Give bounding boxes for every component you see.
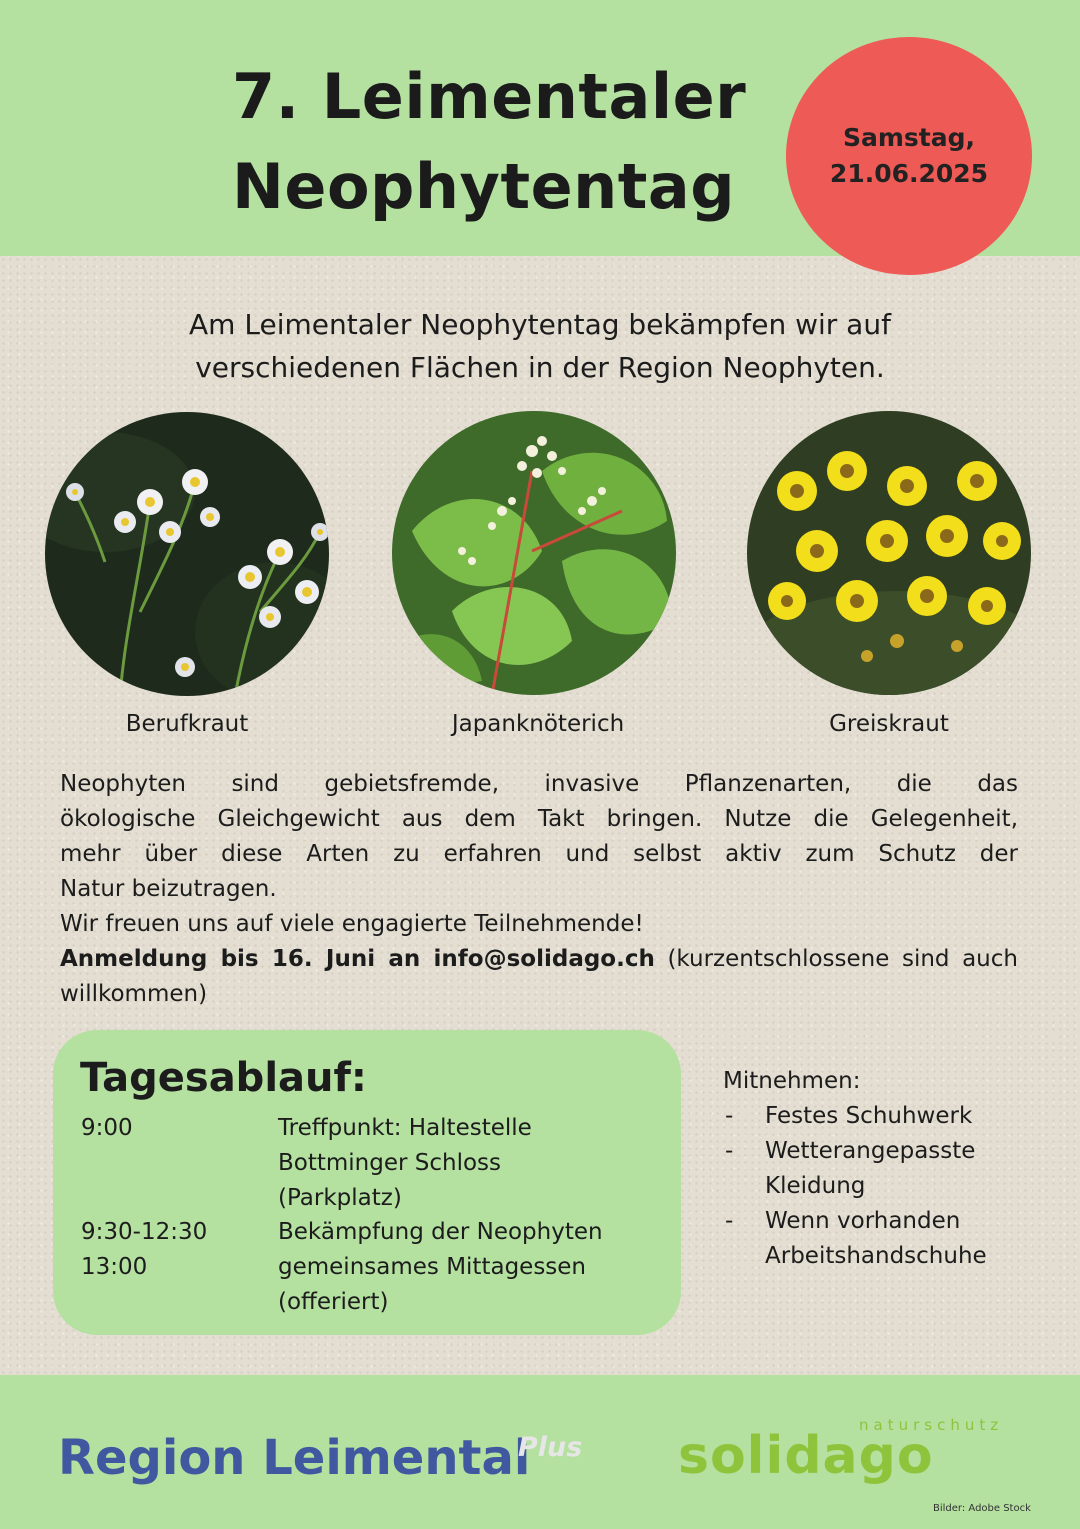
schedule-desc-line: (offeriert) — [278, 1289, 389, 1315]
schedule-desc — [278, 1215, 678, 1250]
registration-extra: (kurzentschlossene sind auch willkommen) — [60, 946, 1018, 1007]
plant-label-japanknöterich: Japanknöterich — [451, 711, 625, 737]
title-line-1: 7. Leimentaler — [232, 60, 747, 133]
region-leimental-logo: Region Leimental — [58, 1430, 531, 1486]
schedule-desc-line: gemeinsames Mittagessen — [278, 1254, 587, 1280]
solidago-logo: solidago — [678, 1426, 934, 1486]
schedule-desc-line: Bekämpfung der Neophyten — [278, 1219, 603, 1245]
packing-item — [723, 1099, 1043, 1134]
date-weekday: Samstag, — [842, 123, 976, 152]
date-badge — [786, 37, 1032, 275]
description-line-1: Neophyten sind gebietsfremde, invasive Pflanzenarten, die das — [60, 771, 1018, 797]
schedule-box — [53, 1030, 681, 1335]
schedule-time: 9:30-12:30 — [81, 1219, 208, 1245]
image-credit: Bilder: Adobe Stock — [933, 1503, 1031, 1514]
knotweed-leaves-photo — [392, 411, 676, 695]
description-line-4: Natur beizutragen. — [60, 876, 277, 902]
packing-item-line: Festes Schuhwerk — [765, 1103, 973, 1129]
schedule-desc — [278, 1250, 678, 1320]
description-line-2: ökologische Gleichgewicht aus dem Takt bringen. Nutze die Gelegenheit, — [60, 806, 1018, 832]
schedule-desc-line: Bottminger Schloss — [278, 1150, 502, 1176]
region-leimental-plus-logo: Plus — [518, 1432, 583, 1463]
registration-deadline: Anmeldung bis 16. Juni an info@solidago.ch — [60, 946, 655, 972]
packing-list-title: Mitnehmen: — [723, 1068, 861, 1094]
schedule-desc-line: Treffpunkt: Haltestelle — [278, 1115, 532, 1141]
description-text — [60, 767, 1018, 1012]
packing-item-line: Kleidung — [765, 1173, 866, 1199]
intro-text — [0, 303, 1080, 389]
plant-label-berufkraut: Berufkraut — [125, 711, 249, 737]
schedule-desc — [278, 1111, 678, 1216]
dash-bullet: - — [725, 1138, 734, 1164]
dash-bullet: - — [725, 1103, 734, 1129]
page-title — [232, 52, 746, 232]
packing-item — [723, 1204, 1043, 1274]
schedule-time: 9:00 — [81, 1115, 133, 1141]
naturschutz-logo-text: naturschutz — [859, 1416, 1004, 1434]
packing-item — [723, 1134, 1043, 1204]
schedule-time: 13:00 — [81, 1254, 148, 1280]
dash-bullet: - — [725, 1208, 734, 1234]
packing-item-line: Arbeitshandschuhe — [765, 1243, 987, 1269]
intro-line-1: Am Leimentaler Neophytentag bekämpfen wir auf — [189, 308, 891, 341]
packing-list — [723, 1064, 1043, 1274]
fleabane-flower-photo — [45, 412, 329, 696]
schedule-title: Tagesablauf: — [80, 1055, 367, 1101]
date-value: 21.06.2025 — [829, 159, 989, 188]
packing-item-line: Wenn vorhanden — [765, 1208, 961, 1234]
packing-item-line: Wetterangepasste — [765, 1138, 976, 1164]
thanks-line: Wir freuen uns auf viele engagierte Teilnehmende! — [60, 911, 644, 937]
schedule-desc-line: (Parkplatz) — [278, 1185, 402, 1211]
registration-note — [60, 942, 1018, 1012]
title-line-2: Neophytentag — [232, 150, 736, 223]
plant-label-greiskraut: Greiskraut — [829, 711, 949, 737]
description-line-3: mehr über diese Arten zu erfahren und selbst aktiv zum Schutz der — [60, 841, 1018, 867]
intro-line-2: verschiedenen Flächen in der Region Neophyten. — [195, 351, 885, 384]
ragwort-flower-photo — [747, 411, 1031, 695]
